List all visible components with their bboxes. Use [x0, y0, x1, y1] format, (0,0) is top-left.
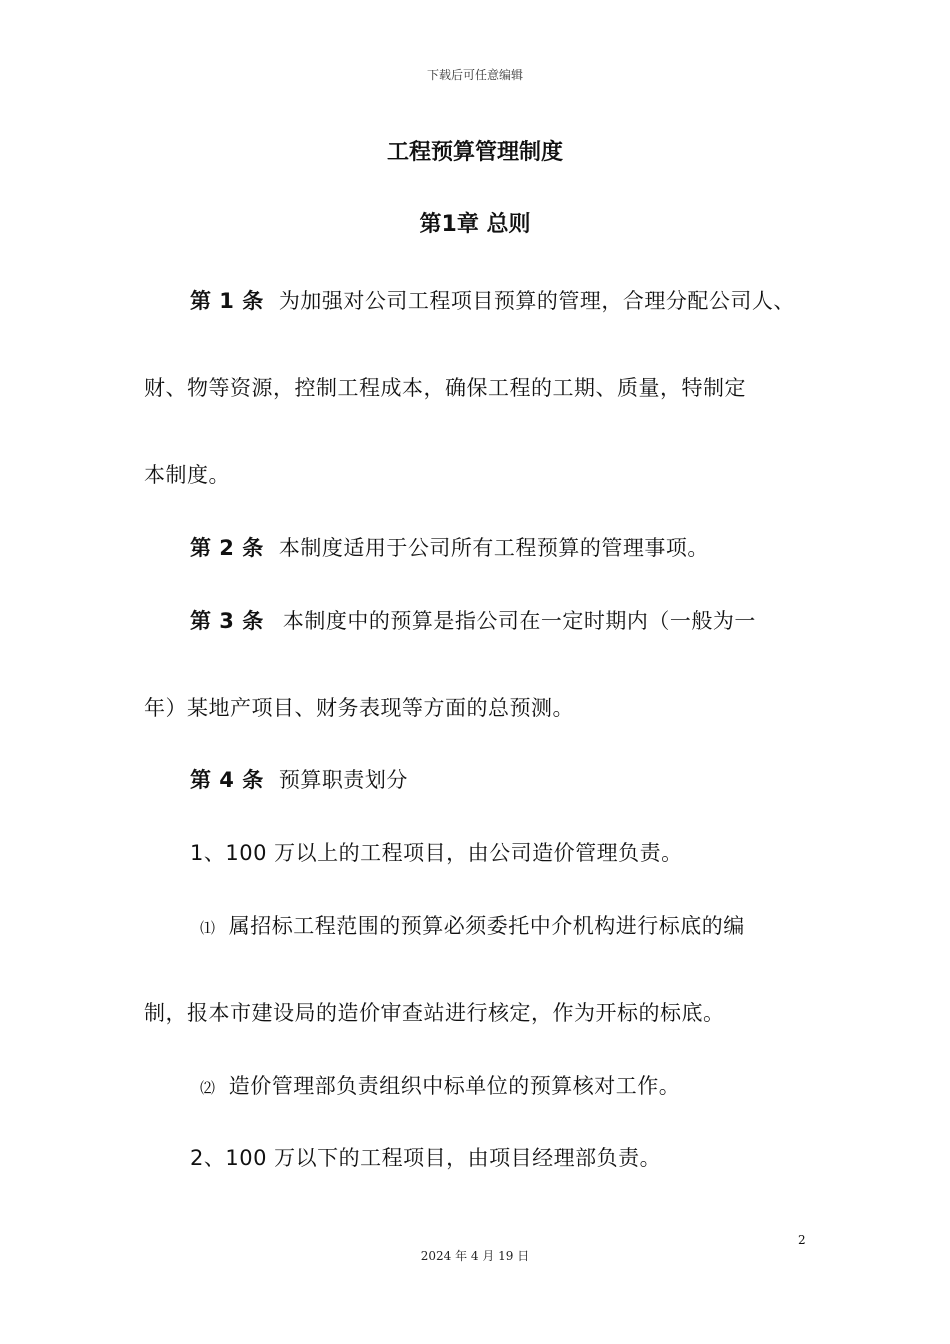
article-4-number: 第 4 条 [190, 768, 264, 792]
sub-item-2-line [200, 1070, 680, 1100]
article-4-text: 预算职责划分 [278, 768, 408, 792]
article-3-line-1 [190, 605, 756, 635]
sub-item-1-line-2: 制，报本市建设局的造价审查站进行核定，作为开标的标底。 [144, 1001, 725, 1025]
article-1-number: 第 1 条 [190, 289, 264, 313]
article-3-text-1: 本制度中的预算是指公司在一定时期内（一般为一 [282, 609, 756, 633]
article-1-line-3: 本制度。 [144, 463, 230, 487]
sub-item-2-marker: ⑵ [200, 1079, 216, 1097]
document-title: 工程预算管理制度 [386, 140, 563, 165]
item-1: 1、100 万以上的工程项目，由公司造价管理负责。 [190, 841, 683, 865]
sub-item-1-marker: ⑴ [200, 919, 216, 937]
article-2-number: 第 2 条 [190, 536, 264, 560]
article-2-text: 本制度适用于公司所有工程预算的管理事项。 [278, 536, 709, 560]
sub-item-1-line-1 [200, 910, 745, 940]
article-3-number: 第 3 条 [190, 609, 264, 633]
article-1-line-1 [190, 285, 795, 315]
footer-date: 2024 年 4 月 19 日 [420, 1249, 530, 1263]
item-2: 2、100 万以下的工程项目，由项目经理部负责。 [190, 1146, 662, 1170]
sub-item-2-text: 造价管理部负责组织中标单位的预算核对工作。 [228, 1074, 681, 1098]
sub-item-1-text-1: 属招标工程范围的预算必须委托中介机构进行标底的编 [228, 914, 745, 938]
chapter-heading: 第1章 总则 [419, 212, 531, 237]
article-2-line [190, 532, 709, 562]
article-1-line-2: 财、物等资源，控制工程成本，确保工程的工期、质量，特制定 [144, 376, 746, 400]
article-3-line-2: 年）某地产项目、财务表现等方面的总预测。 [144, 696, 574, 720]
page-number: 2 [798, 1233, 806, 1247]
article-4-line [190, 764, 408, 794]
header-note: 下载后可任意编辑 [426, 68, 523, 82]
article-1-text-1: 为加强对公司工程项目预算的管理，合理分配公司人、 [278, 289, 795, 313]
